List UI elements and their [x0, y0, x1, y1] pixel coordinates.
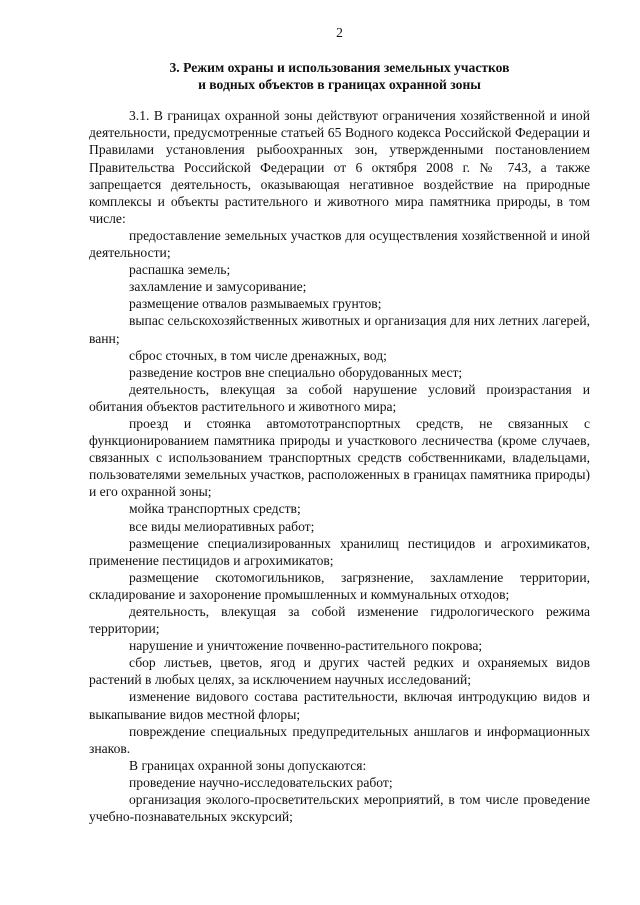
section-heading: [89, 59, 590, 93]
prohibited-item: деятельность, влекущая за собой изменение гидрологического режима территории;: [89, 604, 590, 637]
allowed-item: проведение научно-исследовательских работ;: [129, 774, 393, 790]
prohibited-item: размещение отвалов размываемых грунтов;: [129, 296, 382, 312]
prohibited-item: предоставление земельных участков для осуществления хозяйственной и иной деятельности;: [89, 227, 590, 261]
prohibited-item: деятельность, влекущая за собой нарушение условий произрастания и обитания объектов растительного и животного мира;: [89, 381, 590, 414]
page-number: 2: [336, 25, 343, 40]
prohibited-item: размещение скотомогильников, загрязнение, захламление территории, складирование и захоронение промышленных и коммунальных отходов;: [89, 569, 590, 602]
prohibited-item: сбор листьев, цветов, ягод и других частей редких и охраняемых видов растений в любых целях, за исключением научных исследований;: [89, 655, 590, 688]
prohibited-item: проезд и стоянка автомототранспортных средств, не связанных с функционированием памятника природы и участкового лесничества (кроме случаев, связанных с использованием транспортных средств собственниками, владельцами, пользователями земельных участков, расположенных в границах памятника природы) и его охранной зоны;: [89, 415, 590, 500]
prohibited-item: сброс сточных, в том числе дренажных, вод;: [129, 347, 387, 363]
allowed-intro: В границах охранной зоны допускаются:: [129, 757, 367, 773]
prohibited-item: захламление и замусоривание;: [129, 279, 307, 295]
prohibited-item: все виды мелиоративных работ;: [129, 518, 315, 534]
section-heading-line-1: 3. Режим охраны и использования земельных участков: [169, 60, 510, 76]
prohibited-item: нарушение и уничтожение почвенно-растительного покрова;: [129, 638, 483, 654]
allowed-item: организация эколого-просветительских мероприятий, в том числе проведение учебно-познавательных экскурсий;: [89, 792, 590, 825]
intro-paragraph: 3.1. В границах охранной зоны действуют ограничения хозяйственной и иной деятельности, предусмотренные статьей 65 Водного кодекса Российской Федерации и Правилами установления рыбоохранных зон, утвержденными постановлением Правительства Российской Федерации от 6 октября 2008 г. № 743, а также запрещается деятельность, оказывающая негативное воздействие на природные комплексы и объекты растительного и животного мира памятника природы, в том числе:: [89, 108, 590, 226]
prohibited-activities-list: [89, 227, 590, 757]
section-heading-line-2: и водных объектов в границах охранной зоны: [198, 77, 481, 93]
prohibited-item: размещение специализированных хранилищ пестицидов и агрохимикатов, применение пестицидов и агрохимикатов;: [89, 535, 590, 568]
prohibited-item: распашка земель;: [129, 262, 231, 278]
prohibited-item: мойка транспортных средств;: [129, 501, 301, 517]
prohibited-item: повреждение специальных предупредительных аншлагов и информационных знаков.: [89, 723, 590, 756]
prohibited-item: выпас сельскохозяйственных животных и организация для них летних лагерей, ванн;: [89, 313, 590, 346]
prohibited-item: разведение костров вне специально оборудованных мест;: [129, 364, 463, 380]
prohibited-item: изменение видового состава растительности, включая интродукцию видов и выкапывание видов местной флоры;: [89, 689, 590, 722]
allowed-activities-list: [89, 774, 590, 825]
